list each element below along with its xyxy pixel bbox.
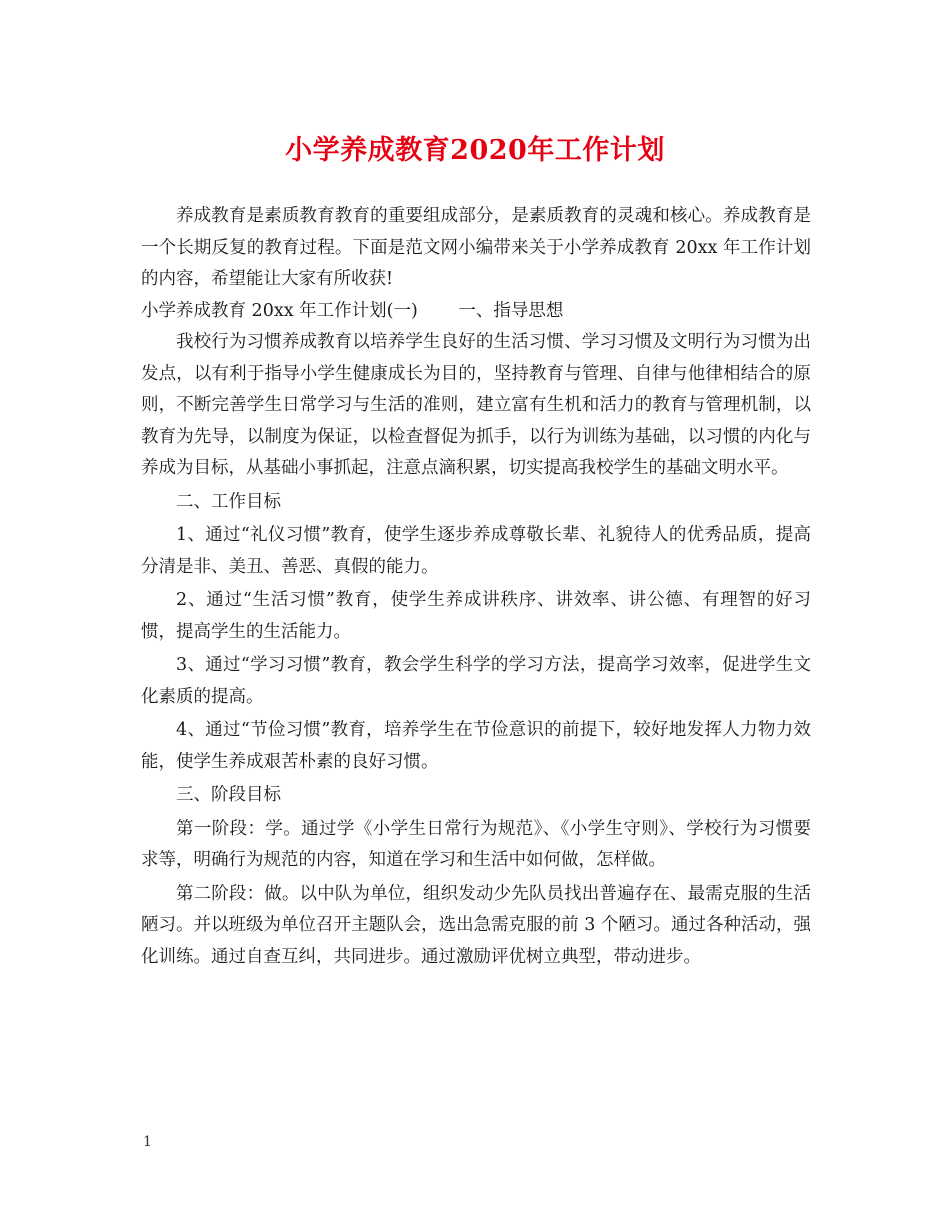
stage-2-paragraph: 第二阶段：做。以中队为单位，组织发动少先队员找出普遍存在、最需克服的生活陋习。并以班级为单位召开主题队会，选出急需克服的前 3 个陋习。通过各种活动，强化训练。通过自查互纠，共同进步。通过激励评优树立典型，带动进步。 — [141, 883, 811, 967]
goal-item-3: 3、通过“学习习惯”教育，教会学生科学的学习方法，提高学习效率，促进学生文化素质的提高。 — [141, 655, 811, 707]
section-heading-stage-goals: 三、阶段目标 — [176, 785, 281, 805]
document-title: 小学养成教育2020年工作计划 — [285, 135, 665, 166]
page-number: 1 — [143, 1134, 152, 1150]
intro-paragraph: 养成教育是素质教育教育的重要组成部分，是素质教育的灵魂和核心。养成教育是一个长期反复的教育过程。下面是范文网小编带来关于小学养成教育 20xx 年工作计划的内容，希望能让大家有所收获! — [141, 206, 811, 289]
guiding-thought-paragraph: 我校行为习惯养成教育以培养学生良好的生活习惯、学习习惯及文明行为习惯为出发点，以有利于指导小学生健康成长为目的，坚持教育与管理、自律与他律相结合的原则，不断完善学生日常学习与生活的准则，建立富有生机和活力的教育与管理机制，以教育为先导，以制度为保证，以检查督促为抓手，以行为训练为基础，以习惯的内化与养成为目标，从基础小事抓起，注意点滴积累，切实提高我校学生的基础文明水平。 — [141, 332, 811, 478]
goal-item-1: 1、通过“礼仪习惯”教育，使学生逐步养成尊敬长辈、礼貌待人的优秀品质，提高分清是非、美丑、善恶、真假的能力。 — [141, 525, 811, 577]
document-body — [141, 201, 811, 973]
plan-heading: 小学养成教育 20xx 年工作计划(一) 一、指导思想 — [141, 300, 564, 321]
section-heading-work-goals: 二、工作目标 — [176, 491, 281, 512]
goal-item-2: 2、通过“生活习惯”教育，使学生养成讲秩序、讲效率、讲公德、有理智的好习惯，提高学生的生活能力。 — [141, 590, 811, 642]
stage-1-paragraph: 第一阶段：学。通过学《小学生日常行为规范》、《小学生守则》、学校行为习惯要求等，明确行为规范的内容，知道在学习和生活中如何做，怎样做。 — [141, 818, 811, 870]
goal-item-4: 4、通过“节俭习惯”教育，培养学生在节俭意识的前提下，较好地发挥人力物力效能，使学生养成艰苦朴素的良好习惯。 — [141, 720, 811, 772]
